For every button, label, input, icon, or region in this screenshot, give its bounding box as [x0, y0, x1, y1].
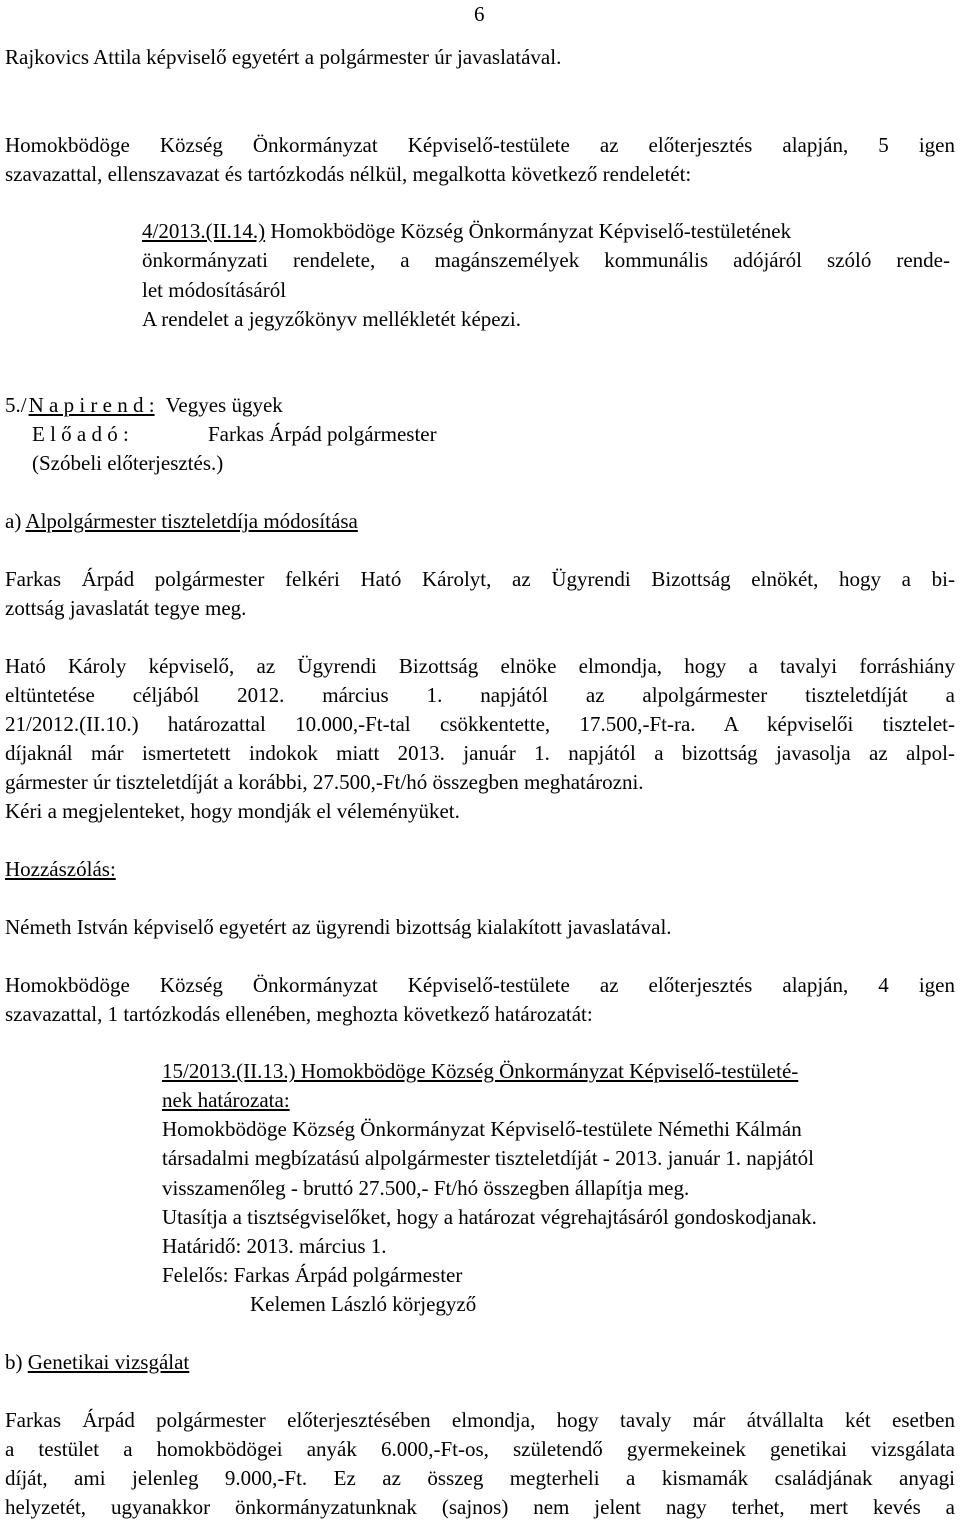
section-b-title: Genetikai vizsgálat: [27, 1350, 190, 1374]
decree-title-line-1: [142, 217, 791, 246]
request-line-1: Farkas Árpád polgármester felkéri Ható Károlyt, az Ügyrendi Bizottság elnökét, hogy a bi-: [5, 567, 955, 591]
proposal-line-6: Kéri a megjelenteket, hogy mondják el véleményüket.: [5, 799, 460, 823]
section-a-prefix: a): [5, 509, 22, 533]
resolution-responsible: Felelős: Farkas Árpád polgármester: [162, 1263, 463, 1287]
vote-line-2: szavazattal, 1 tartózkodás ellenében, meghozta következő határozatát:: [5, 1002, 593, 1026]
comment-heading: Hozzászólás:: [5, 857, 116, 881]
resolution-deadline: Határidő: 2013. március 1.: [162, 1234, 387, 1258]
council-decision-line-2: szavazattal, ellenszavazat és tartózkodás nélkül, megalkotta következő rendeletét:: [5, 162, 692, 186]
resolution-title-line-1: 15/2013.(II.13.) Homokbödöge Község Önkormányzat Képviselő-testületé-: [162, 1059, 799, 1083]
decree-title-line-2: önkormányzati rendelete, a magánszemélyek kommunális adójáról szóló rende-: [142, 248, 950, 272]
resolution-body-line-3: visszamenőleg - bruttó 27.500,- Ft/hó összegben állapítja meg.: [162, 1176, 690, 1200]
presenter-value: Farkas Árpád polgármester: [208, 422, 437, 446]
proposal-line-3: 21/2012.(II.10.) határozattal 10.000,-Ft-tal csökkentette, 17.500,-Ft-ra. A képviselői tisztelet-: [5, 712, 955, 736]
request-line-2: zottság javaslatát tegye meg.: [5, 596, 247, 620]
presenter-line: [32, 420, 437, 449]
decree-annex-note: A rendelet a jegyzőkönyv mellékletét képezi.: [142, 307, 522, 331]
proposal-line-1: Ható Károly képviselő, az Ügyrendi Bizottság elnöke elmondja, hogy a tavalyi forráshiány: [5, 654, 955, 678]
section-a-heading: [5, 507, 358, 536]
genetic-test-line-4: helyzetét, ugyanakkor önkormányzatunknak (sajnos) nem jelent nagy terhet, mert kevés a: [5, 1495, 955, 1519]
section-b-prefix: b): [5, 1350, 23, 1374]
paragraph-approval: Rajkovics Attila képviselő egyetért a polgármester úr javaslatával.: [5, 45, 562, 69]
section-b-heading: [5, 1348, 189, 1377]
resolution-body-line-4: Utasítja a tisztségviselőket, hogy a határozat végrehajtásáról gondoskodjanak.: [162, 1205, 817, 1229]
genetic-test-line-3: díját, ami jelenleg 9.000,-Ft. Ez az összeg megterheli a kismamák családjának anyagi: [5, 1466, 955, 1490]
agenda-label: N a p i r e n d :: [28, 393, 155, 417]
vote-line-1: Homokbödöge Község Önkormányzat Képviselő-testülete az előterjesztés alapján, 4 igen: [5, 973, 955, 997]
comment-text: Németh István képviselő egyetért az ügyrendi bizottság kialakított javaslatával.: [5, 915, 672, 939]
genetic-test-line-2: a testület a homokbödögei anyák 6.000,-Ft-os, születendő gyermekeinek genetikai vizsgálata: [5, 1437, 955, 1461]
proposal-line-2: eltüntetése céljából 2012. március 1. napjától az alpolgármester tiszteletdíját a: [5, 683, 955, 707]
presenter-label: E l ő a d ó :: [32, 422, 129, 446]
oral-presentation-note: (Szóbeli előterjesztés.): [32, 451, 224, 475]
resolution-body-line-2: társadalmi megbízatású alpolgármester tiszteletdíját - 2013. január 1. napjától: [162, 1146, 814, 1170]
decree-title-rest: Homokbödöge Község Önkormányzat Képviselő-testületének: [265, 219, 792, 243]
resolution-responsible-2: Kelemen László körjegyző: [250, 1292, 477, 1316]
decree-title-line-3: let módosításáról: [142, 278, 287, 302]
agenda-number: 5./: [5, 393, 27, 417]
agenda-item: [5, 391, 283, 420]
section-a-title: Alpolgármester tiszteletdíja módosítása: [25, 509, 358, 533]
council-decision-line-1: Homokbödöge Község Önkormányzat Képviselő-testülete az előterjesztés alapján, 5 igen: [5, 133, 955, 157]
proposal-line-4: díjaknál már ismertetett indokok miatt 2013. január 1. napjától a bizottság javasolja az alpol-: [5, 741, 955, 765]
resolution-body-line-1: Homokbödöge Község Önkormányzat Képviselő-testülete Némethi Kálmán: [162, 1117, 802, 1141]
agenda-value: Vegyes ügyek: [165, 393, 283, 417]
proposal-line-5: gármester úr tiszteletdíját a korábbi, 27.500,-Ft/hó összegben meghatározni.: [5, 770, 644, 794]
decree-reference: 4/2013.(II.14.): [142, 219, 266, 243]
genetic-test-line-1: Farkas Árpád polgármester előterjesztésében elmondja, hogy tavaly már átvállalta két esetben: [5, 1408, 955, 1432]
page-number: 6: [474, 2, 485, 26]
resolution-title-line-2: nek határozata:: [162, 1088, 290, 1112]
